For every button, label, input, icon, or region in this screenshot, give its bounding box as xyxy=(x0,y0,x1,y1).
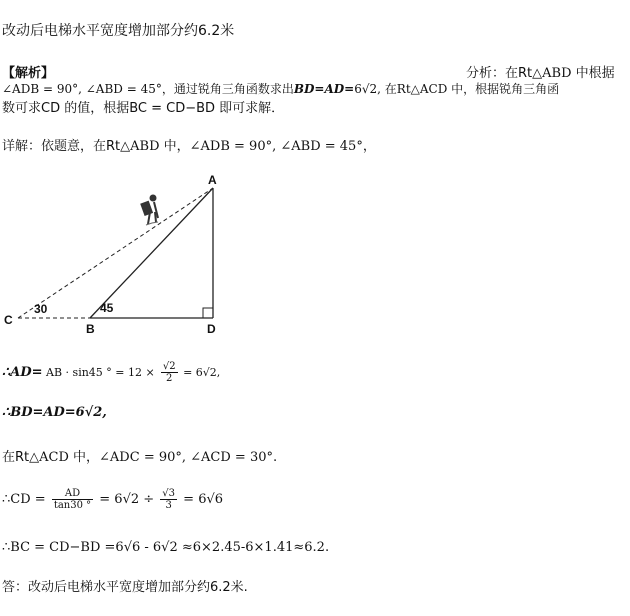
analysis-line-2: ∠ADB = 90°, ∠ABD = 45°，通过锐角三角函数求出BD=AD=6√2, 在Rt△ACD 中，根据锐角三角函 xyxy=(2,82,560,96)
line-ca xyxy=(18,188,213,318)
step-bd: ∴BD=AD=6√2, xyxy=(2,405,107,420)
triangle-icon: △ xyxy=(410,82,420,96)
point-c-label: C xyxy=(4,313,13,327)
angle-c-label: 30 xyxy=(34,302,48,316)
person-icon xyxy=(140,195,158,226)
angle-b-label: 45 xyxy=(100,301,114,315)
detail-line: 详解：依题意，在Rt△ABD 中，∠ADB = 90°, ∠ABD = 45°， xyxy=(2,139,376,154)
triangle-icon: △ xyxy=(120,139,131,154)
triangle-icon: △ xyxy=(29,450,40,465)
step-cd: ∴CD = $\frac{AD}{\tan 30 ^\circ}$ = 6√2 ÷ $\frac{√3}{3}$ = 6√6 xyxy=(2,488,224,511)
point-a-label: A xyxy=(208,173,217,187)
right-angle-mark xyxy=(203,308,213,318)
step-ad: ∴AD= AB · sin45 ° = 12 × $\frac{√2}{2}$ = 6√2, xyxy=(2,361,221,384)
fraction-sqrt2-over-2: $\frac{√2}{2}$ xyxy=(162,361,176,384)
analysis-head: 分析：在Rt△ABD 中根据 xyxy=(466,66,615,81)
analysis-tag: 【解析】 xyxy=(2,66,55,81)
triangle-icon: △ xyxy=(532,66,543,81)
step-triangle-acd: 在Rt△ACD 中，∠ADC = 90°, ∠ACD = 30°. xyxy=(2,450,278,465)
problem-title: 改动后电梯水平宽度增加部分约6.2米 xyxy=(2,23,235,39)
point-b-label: B xyxy=(86,322,95,335)
geometry-diagram xyxy=(0,170,240,335)
line-ba xyxy=(90,188,213,318)
analysis-line-1 xyxy=(2,62,628,81)
analysis-line-3: 数可求CD 的值，根据BC = CD−BD 即可求解． xyxy=(2,101,285,116)
fraction-ad-over-tan30: $\frac{AD}{\tan 30 ^\circ}$ xyxy=(53,488,92,511)
step-bc: ∴BC = CD−BD =6√6 - 6√2 ≈6×2.45-6×1.41≈6.2. xyxy=(2,540,330,555)
point-d-label: D xyxy=(207,322,216,335)
final-answer: 答：改动后电梯水平宽度增加部分约6.2米. xyxy=(2,580,248,595)
fraction-sqrt3-over-3: $\frac{√3}{3}$ xyxy=(162,488,176,511)
